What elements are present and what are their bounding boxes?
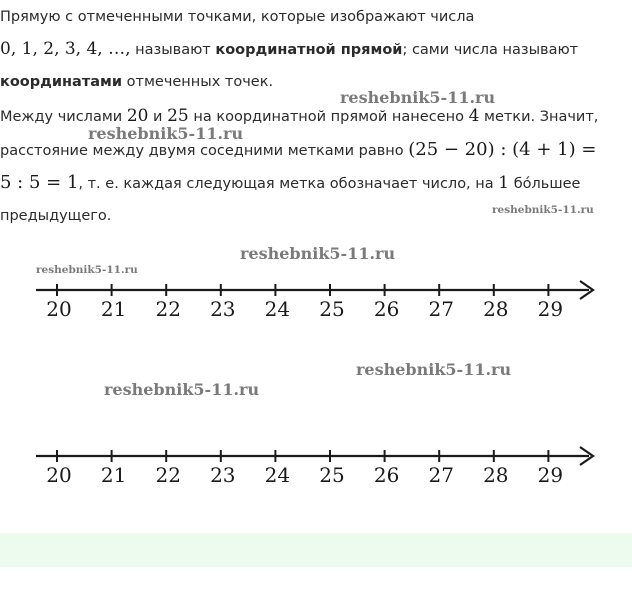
tick-label: 20: [46, 463, 72, 487]
watermark: reshebnik5-11.ru: [240, 244, 396, 263]
text: называют: [130, 42, 216, 58]
tick-label: 21: [100, 297, 127, 321]
tick-label: 20: [46, 297, 72, 321]
text: отмеченных точек.: [122, 74, 274, 90]
watermark: reshebnik5-11.ru: [492, 204, 594, 216]
term-coordinate-line: координатной прямой: [215, 42, 403, 58]
text: Прямую с отмеченными точками, которые изображают числа: [0, 9, 475, 25]
text: , т. е. каждая следующая метка обозначает число, на: [78, 176, 499, 192]
text: расстояние между двумя соседними метками равно: [0, 143, 409, 159]
text: бо́льшее: [509, 176, 581, 192]
tick-label: 28: [483, 297, 509, 321]
math-sequence: 0, 1, 2, 3, 4, …,: [0, 39, 131, 59]
watermark: reshebnik5-11.ru: [356, 360, 512, 379]
watermark: reshebnik5-11.ru: [104, 380, 260, 399]
tick-label: 23: [210, 297, 236, 321]
tick-label: 25: [319, 297, 345, 321]
tick-label: 27: [428, 463, 454, 487]
watermark: reshebnik5-11.ru: [88, 124, 244, 143]
tick-label: 21: [100, 463, 127, 487]
tick-label: 24: [264, 463, 291, 487]
watermark: reshebnik5-11.ru: [340, 88, 496, 107]
number-line-2: [36, 447, 593, 487]
math-expression: 5 : 5 = 1: [0, 172, 79, 193]
text: Между числами: [0, 109, 127, 125]
tick-label: 22: [155, 463, 181, 487]
tick-label: 28: [483, 463, 509, 487]
tick-label: 29: [537, 463, 564, 487]
text: на координатной прямой нанесено: [188, 109, 469, 125]
math-expression: (25 − 20) : (4 + 1) =: [408, 139, 597, 160]
tick-label: 26: [373, 463, 400, 487]
text: предыдущего.: [0, 208, 112, 224]
tick-label: 25: [319, 463, 345, 487]
term-coordinates: координатами: [0, 74, 123, 90]
text: и: [148, 109, 168, 125]
tick-label: 26: [373, 297, 400, 321]
tick-label: 29: [537, 297, 564, 321]
text: метки. Значит,: [479, 109, 599, 125]
math-number: 20: [126, 106, 149, 126]
number-line-1: [36, 281, 593, 321]
math-number: 25: [167, 106, 189, 126]
footer-bar: [0, 533, 632, 567]
math-number: 1: [498, 173, 510, 193]
tick-label: 22: [155, 297, 181, 321]
tick-label: 23: [210, 463, 236, 487]
watermark: reshebnik5-11.ru: [36, 264, 138, 276]
tick-label: 24: [264, 297, 291, 321]
math-number: 4: [468, 106, 480, 126]
text: ; сами числа называют: [402, 42, 579, 58]
tick-label: 27: [428, 297, 454, 321]
